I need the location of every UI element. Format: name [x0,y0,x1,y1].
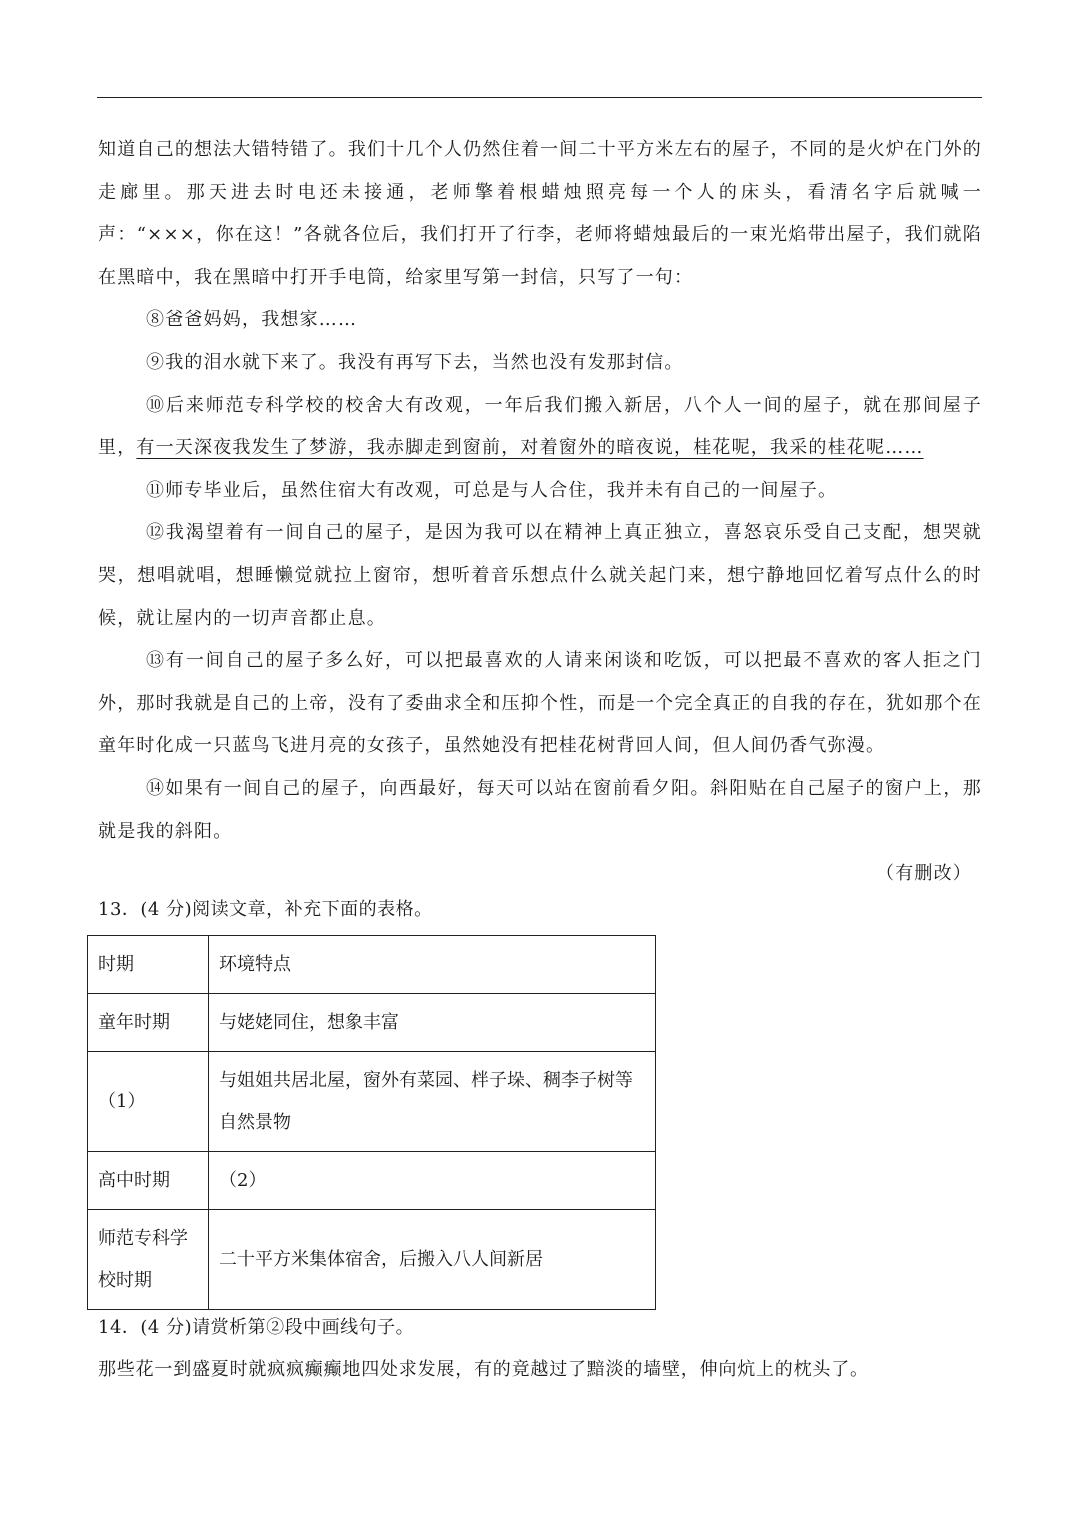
header-period: 时期 [88,936,209,994]
header-environment: 环境特点 [209,936,656,994]
environment-cell: 与姐姐共居北屋，窗外有菜园、柈子垛、稠李子树等自然景物 [209,1052,656,1152]
paragraph-7-continued: 知道自己的想法大错特错了。我们十几个人仍然住着一间二十平方米左右的屋子，不同的是火炉在门外的走廊里。那天进去时电还未接通，老师擎着根蜡烛照亮每一个人的床头，看清名字后就喊一声：“×××，你在这！”各就各位后，我们打开了行李，老师将蜡烛最后的一束光焰带出屋子，我们就陷在黑暗中，我在黑暗中打开手电筒，给家里写第一封信，只写了一句： [98,139,982,288]
environment-cell: 与姥姥同住，想象丰富 [209,994,656,1052]
paragraph-8: ⑧爸爸妈妈，我想家…… [146,309,358,331]
table-row [88,1052,656,1152]
table-row [88,994,656,1052]
environment-cell: 二十平方米集体宿舍，后搬入八人间新居 [209,1210,656,1310]
question-14-sentence: 那些花一到盛夏时就疯疯癫癫地四处求发展，有的竟越过了黯淡的墙壁，伸向炕上的枕头了。 [98,1359,869,1380]
paragraph-12: ⑫我渴望着有一间自己的屋子，是因为我可以在精神上真正独立，喜怒哀乐受自己支配，想哭就哭，想唱就唱，想睡懒觉就拉上窗帘，想听着音乐想点什么就关起门来，想宁静地回忆着写点什么的时候，就让屋内的一切声音都止息。 [98,522,982,629]
period-cell: 童年时期 [88,994,209,1052]
period-cell: 师范专科学校时期 [88,1210,209,1310]
header-rule [97,97,982,98]
environment-cell: （2） [209,1152,656,1210]
paragraph-10-text: ⑩后来师范专科学校的校舍大有改观，一年后我们搬入新居，八个人一间的屋子，就在那间屋子里， [98,394,982,459]
table-row [88,1210,656,1310]
question-13-prompt: 13．(4 分)阅读文章，补充下面的表格。 [98,899,433,920]
period-cell: （1） [88,1052,209,1152]
passage [98,129,982,896]
paragraph-11: ⑪师专毕业后，虽然住宿大有改观，可总是与人合住，我并未有自己的一间屋子。 [146,479,838,501]
paragraph-10 [98,385,982,470]
question-13-table [87,935,656,1310]
source-note: （有删改） [876,863,972,885]
table-row [88,1152,656,1210]
question-14-prompt: 14．(4 分)请赏析第②段中画线句子。 [98,1317,415,1338]
paragraph-9: ⑨我的泪水就下来了。我没有再写下去，当然也没有发那封信。 [146,351,684,373]
period-cell: 高中时期 [88,1152,209,1210]
underlined-sentence: 有一天深夜我发生了梦游，我赤脚走到窗前，对着窗外的暗夜说，桂花呢，我采的桂花呢…… [136,437,924,459]
paragraph-14: ⑭如果有一间自己的屋子，向西最好，每天可以站在窗前看夕阳。斜阳贴在自己屋子的窗户上，那就是我的斜阳。 [98,777,982,842]
paragraph-13: ⑬有一间自己的屋子多么好，可以把最喜欢的人请来闲谈和吃饭，可以把最不喜欢的客人拒之门外，那时我就是自己的上帝，没有了委曲求全和压抑个性，而是一个完全真正的自我的存在，犹如那个在童年时化成一只蓝鸟飞进月亮的女孩子，虽然她没有把桂花树背回人间，但人间仍香气弥漫。 [98,650,982,757]
table-header-row [88,936,656,994]
